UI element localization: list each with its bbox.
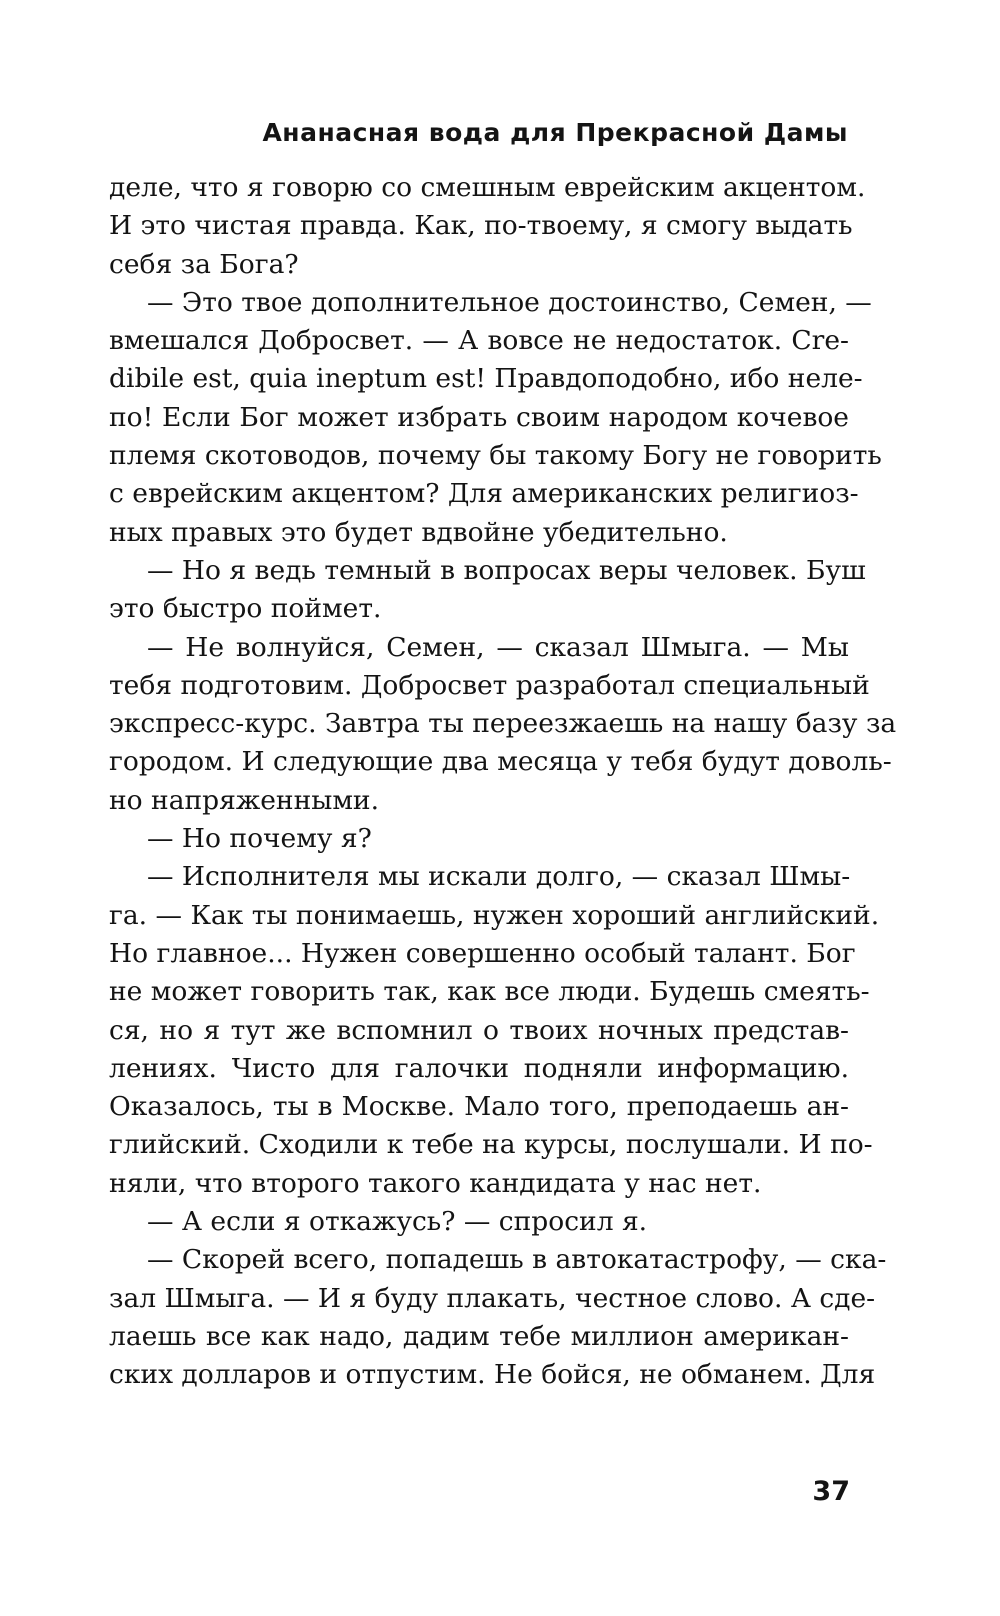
text-line: — Не волнуйся, Семен, — сказал Шмыга. — Мы (147, 631, 849, 663)
text-line: это быстро поймет. (109, 593, 382, 625)
text-line: га. — Как ты понимаешь, нужен хороший английский. (109, 899, 880, 931)
text-line: городом. И следующие два месяца у тебя будут доволь- (109, 746, 892, 778)
text-line: тебя подготовим. Добросвет разработал специальный (109, 669, 870, 701)
text-line: деле, что я говорю со смешным еврейским акцентом. (109, 172, 866, 203)
text-line: с еврейским акцентом? Для американских религиоз- (109, 478, 859, 510)
body-text (109, 169, 897, 1395)
text-line: И это чистая правда. Как, по-твоему, я смогу выдать (109, 210, 853, 242)
text-line: но напряженными. (109, 784, 380, 816)
text-line: себя за Бога? (109, 248, 299, 280)
text-line: не может говорить так, как все люди. Будешь смеять- (109, 976, 870, 1008)
text-line: — Исполнителя мы искали долго, — сказал Шмы- (147, 861, 851, 893)
text-line: Но главное... Нужен совершенно особый талант. Бог (109, 937, 856, 969)
text-line: — Это твое дополнительное достоинство, Семен, — (147, 286, 872, 318)
text-line: няли, что второго такого кандидата у нас нет. (109, 1167, 762, 1199)
running-head-title: Ананасная вода для Прекрасной Дамы (262, 118, 848, 147)
text-line: лениях. Чисто для галочки подняли информацию. (109, 1052, 849, 1084)
text-line: ных правых это будет вдвойне убедительно. (109, 516, 728, 548)
text-line: dibile est, quia ineptum est! Правдоподобно, ибо неле- (109, 363, 863, 395)
text-line: по! Если Бог может избрать своим народом кочевое (109, 401, 849, 433)
text-line: лаешь все как надо, дадим тебе миллион американ- (109, 1320, 849, 1352)
text-line: ся, но я тут же вспомнил о твоих ночных представ- (109, 1014, 849, 1046)
text-line: — Но я ведь темный в вопросах веры человек. Буш (147, 554, 866, 586)
text-line: зал Шмыга. — И я буду плакать, честное слово. А сде- (109, 1282, 876, 1314)
text-line: Оказалось, ты в Москве. Мало того, преподаешь ан- (109, 1091, 849, 1123)
page-number: 37 (812, 1476, 850, 1507)
text-line: — А если я откажусь? — спросил я. (147, 1206, 648, 1238)
text-line: глийский. Сходили к тебе на курсы, послушали. И по- (109, 1129, 873, 1161)
text-line: экспресс-курс. Завтра ты переезжаешь на нашу базу за (109, 708, 897, 740)
text-line: — Но почему я? (147, 823, 372, 855)
text-line: — Скорей всего, попадешь в автокатастрофу, — ска- (147, 1244, 887, 1276)
text-line: вмешался Добросвет. — А вовсе не недостаток. Cre- (109, 325, 849, 357)
text-line: племя скотоводов, почему бы такому Богу не говорить (109, 440, 882, 472)
text-line: ских долларов и отпустим. Не бойся, не обманем. Для (109, 1359, 876, 1391)
